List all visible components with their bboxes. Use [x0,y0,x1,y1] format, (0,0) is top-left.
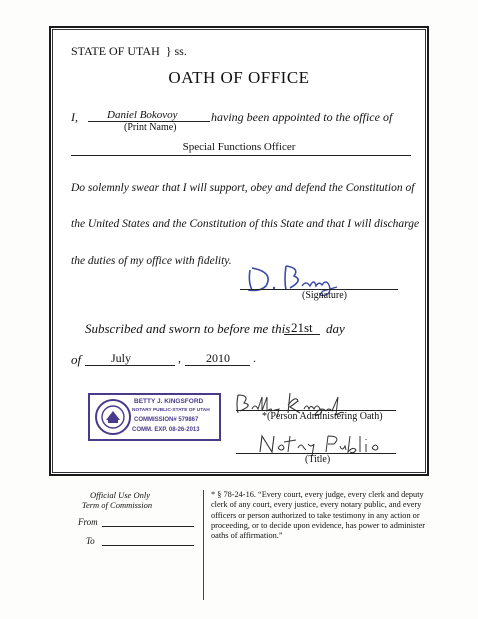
title-label: (Title) [305,454,331,465]
signature-label: (Signature) [302,290,347,301]
stamp-exp: COMM. EXP. 08-26-2013 [132,427,200,433]
footer-divider [203,490,204,600]
comma: , [178,351,181,365]
month-underline [85,365,175,366]
i-label: I, [71,110,78,124]
to-label: To [86,536,95,546]
state-line: STATE OF UTAH } ss. [71,44,187,58]
notary-stamp [88,393,221,441]
of-label: of [71,352,82,367]
sworn-year: 2010 [206,351,230,365]
office-title: Special Functions Officer [182,141,296,153]
from-label: From [78,517,98,527]
appointed-text: having been appointed to the office of [211,110,393,124]
from-line [102,526,194,527]
sworn-month: July [111,351,132,365]
stamp-name: BETTY J. KINGSFORD [134,398,204,405]
period: . [253,351,256,365]
stamp-commission: COMMISSION# 579867 [134,417,199,423]
page-title: OATH OF OFFICE [168,68,310,87]
office-underline [71,155,411,156]
statute-text: * § 78-24-16. “Every court, every judge, every clerk and deputy clerk of any court, every justice, every notary public, and every officers or person authorized to take testimony in any action or proceeding, or to decide upon evidence, has power to administer oaths of affirmation.” [211,490,426,541]
administrator-label: *(Person Administering Oath) [262,411,383,422]
oath-line-2: the United States and the Constitution of this State and that I will discharge [71,218,420,230]
sworn-prefix: Subscribed and sworn to before me this [85,321,291,336]
day-underline [284,334,320,335]
official-use-label: Official Use Only [90,490,150,500]
sworn-day-word: day [326,321,345,336]
stamp-title: NOTARY PUBLIC-STATE OF UTAH [132,408,210,413]
to-line [102,545,194,546]
print-name-label: (Print Name) [124,122,177,133]
oath-line-3: the duties of my office with fidelity. [71,255,232,267]
sworn-day-value: 21st [291,320,313,335]
year-underline [185,365,250,366]
term-label: Term of Commission [82,500,153,510]
appointee-name: Daniel Bokovoy [107,109,178,121]
oath-line-1: Do solemnly swear that I will support, obey and defend the Constitution of [71,182,415,194]
notary-seal-icon [94,398,132,436]
